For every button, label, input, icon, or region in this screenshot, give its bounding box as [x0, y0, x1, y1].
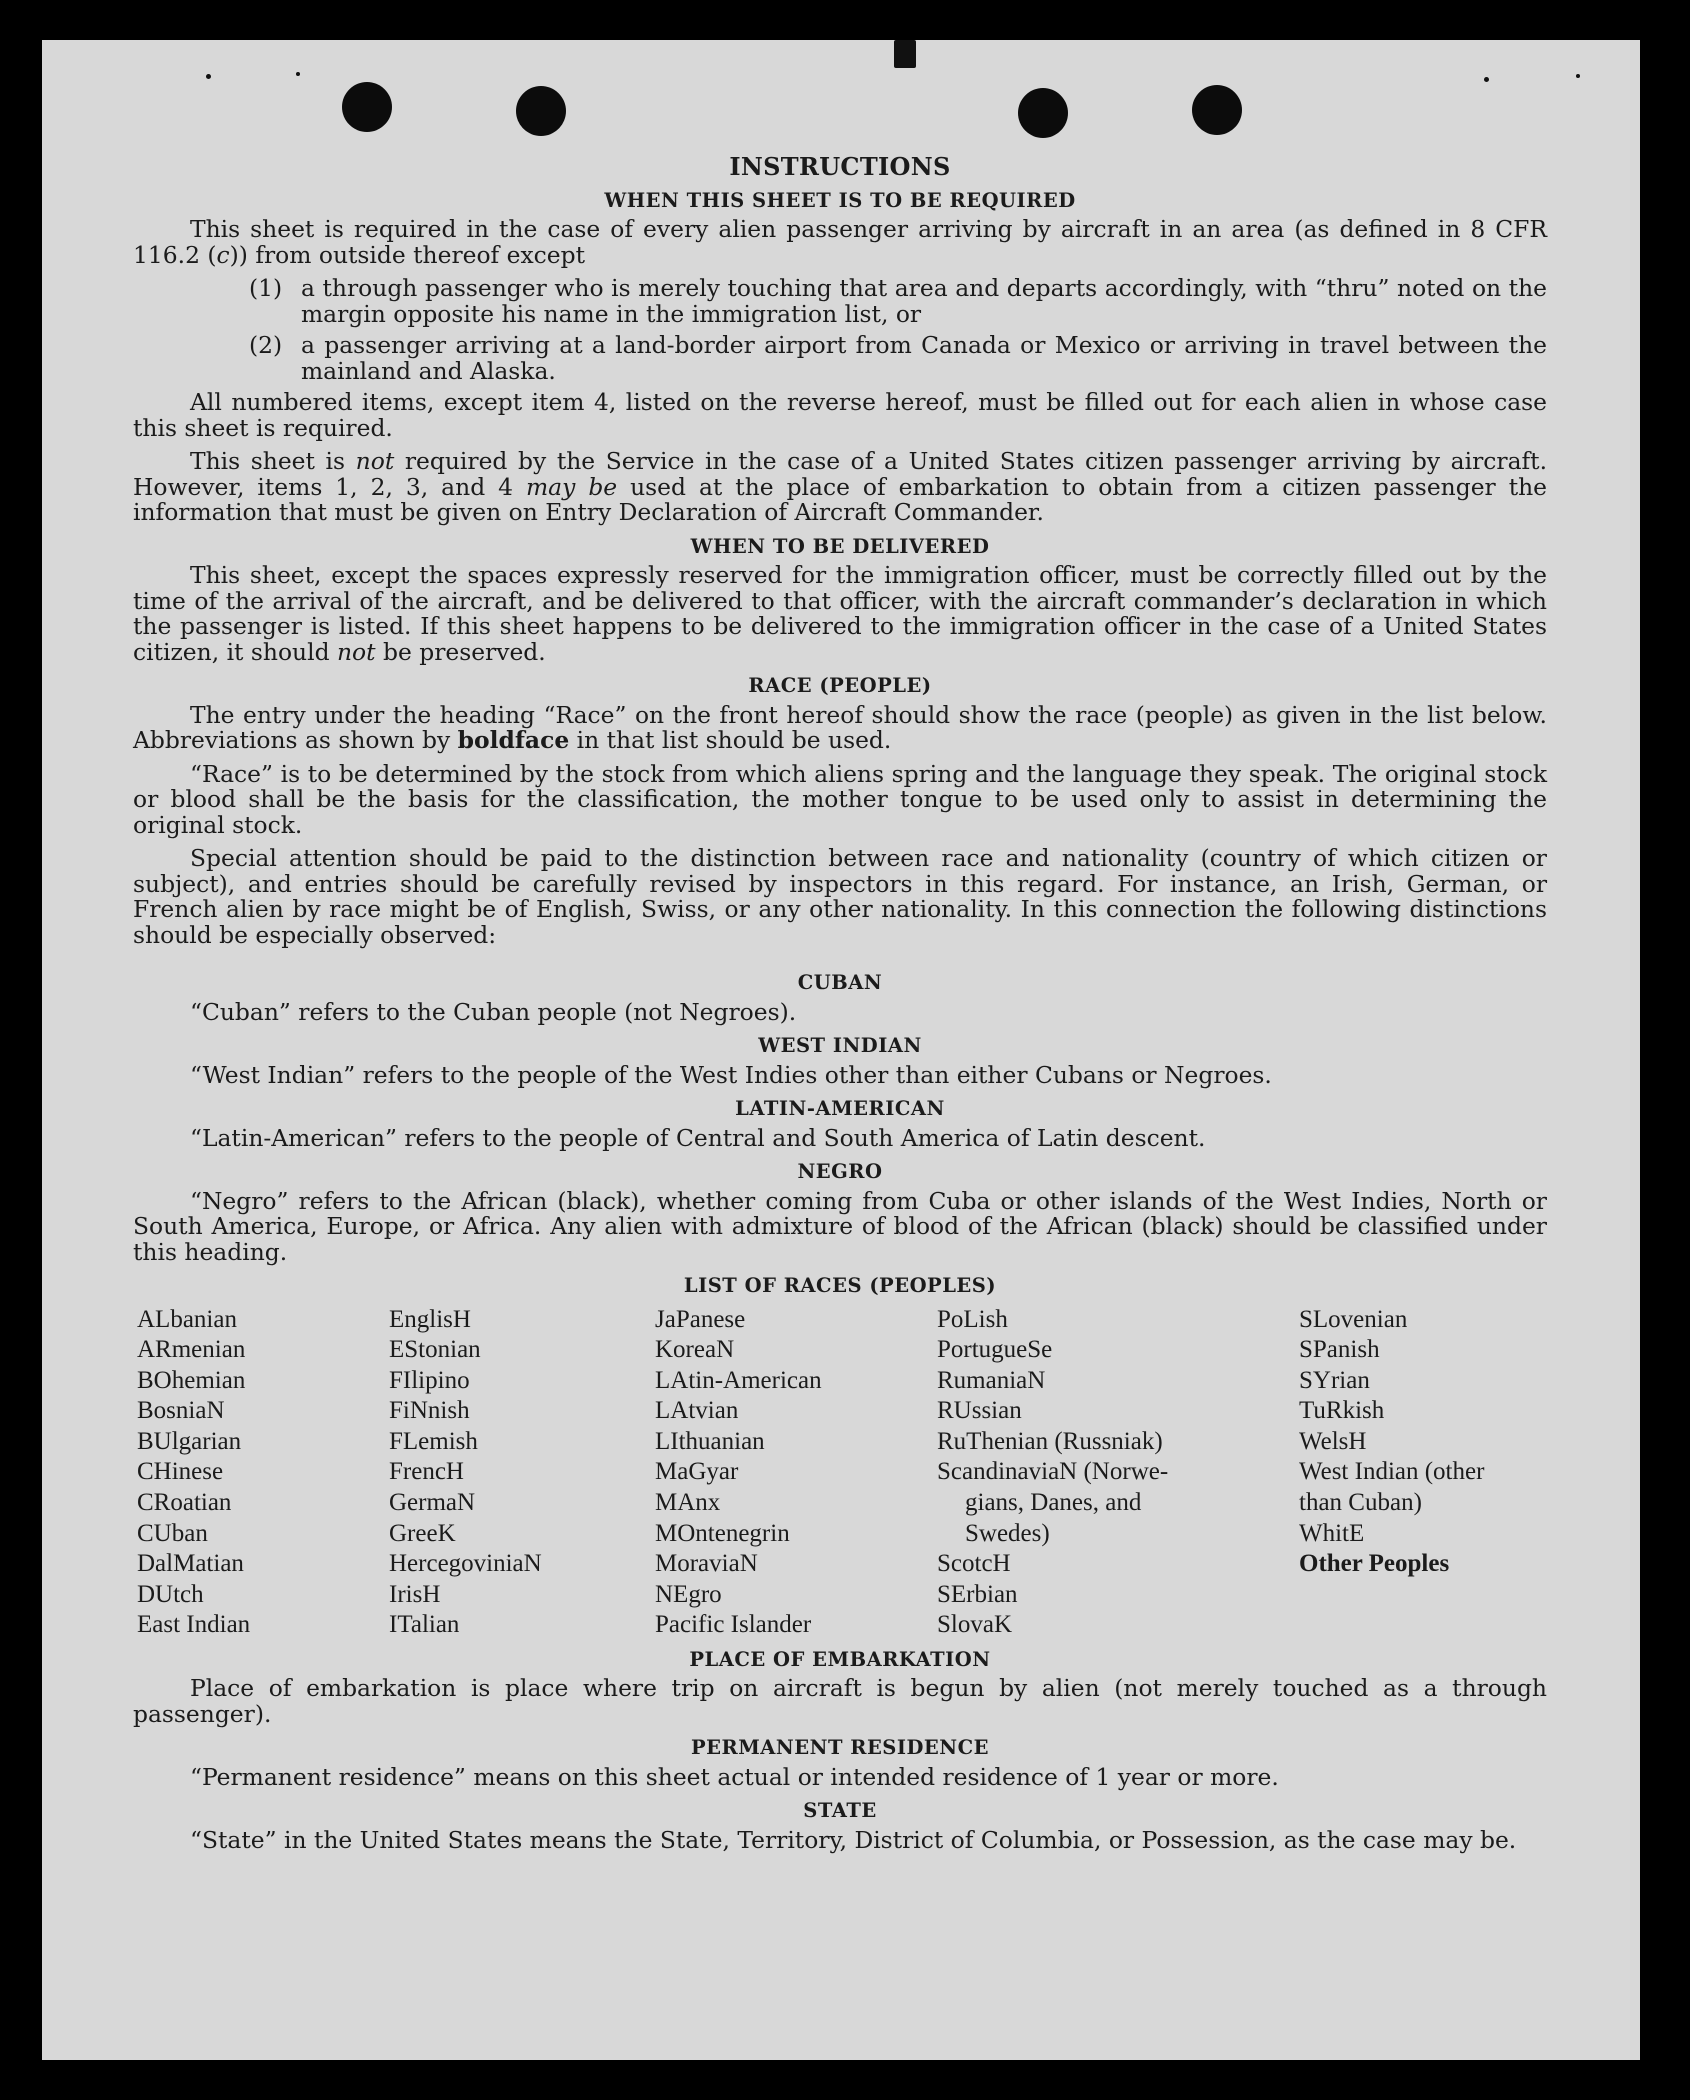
- paragraph-race-stock: “Race” is to be determined by the stock from which aliens spring and the language they speak. The original stock or blood shall be the basis for the classification, the mother tongue to be used only to assist in determining the original stock.: [133, 759, 1547, 839]
- list-item: (2) a passenger arriving at a land-border airport from Canada or Mexico or arriving in travel between the mainland and Alaska.: [249, 331, 1547, 385]
- race-item: Other Peoples: [1299, 1550, 1450, 1578]
- heading-permanent-residence: PERMANENT RESIDENCE: [690, 1736, 989, 1759]
- race-item: Pacific Islander: [655, 1611, 812, 1639]
- heading-list-of-races: LIST OF RACES (PEOPLES): [683, 1274, 997, 1297]
- race-item: than Cuban): [1299, 1489, 1422, 1517]
- race-item: ARmenian: [137, 1336, 246, 1364]
- race-item: FLemish: [389, 1427, 478, 1455]
- race-item: GermaN: [389, 1489, 476, 1517]
- race-item: KoreaN: [655, 1336, 735, 1364]
- page-title: INSTRUCTIONS: [729, 152, 951, 181]
- race-item: ALbanian: [137, 1305, 237, 1333]
- race-item: JaPanese: [655, 1305, 746, 1333]
- speck: [1576, 74, 1580, 78]
- race-column-5: [1299, 1305, 1484, 1580]
- heading-race: RACE (PEOPLE): [748, 674, 932, 697]
- race-item: DUtch: [137, 1580, 204, 1608]
- race-item: LAtin-American: [655, 1366, 822, 1394]
- heading-west-indian: WEST INDIAN: [758, 1034, 922, 1057]
- paragraph-embarkation: Place of embarkation is place where trip on aircraft is begun by alien (not merely touched as a through passenger).: [133, 1674, 1547, 1728]
- race-item: ITalian: [389, 1611, 460, 1639]
- document-content: [133, 116, 1547, 1861]
- race-item: GreeK: [389, 1519, 456, 1547]
- race-item: PortugueSe: [937, 1336, 1053, 1364]
- race-item: SPanish: [1299, 1336, 1380, 1364]
- race-item: BosniaN: [137, 1397, 225, 1425]
- race-item: RuThenian (Russniak): [937, 1427, 1163, 1455]
- race-item: West Indian (other: [1299, 1458, 1485, 1486]
- race-item: NEgro: [655, 1580, 722, 1608]
- heading-latin-american: LATIN-AMERICAN: [735, 1097, 945, 1120]
- race-item: RumaniaN: [937, 1366, 1046, 1394]
- race-item: WhitE: [1299, 1519, 1365, 1547]
- race-column-3: [655, 1305, 822, 1642]
- race-item: SErbian: [937, 1580, 1018, 1608]
- list-item: (1) a through passenger who is merely touching that area and departs accordingly, with “thru” noted on the margin opposite his name in the immigration list, or: [249, 274, 1547, 328]
- race-item: ScandinaviaN (Norwe-: [937, 1458, 1169, 1486]
- race-item: SlovaK: [937, 1611, 1012, 1639]
- race-item: LIthuanian: [655, 1427, 765, 1455]
- speck: [296, 72, 300, 76]
- paragraph-citizen: This sheet is not required by the Service in the case of a United States citizen passenger arriving by aircraft. However, items 1, 2, 3, and 4 may be used at the place of embarkation to obtain from a citizen passenger the information that must be given on Entry Declaration of Aircraft Commander.: [133, 447, 1548, 526]
- speck: [206, 74, 211, 79]
- race-item: CRoatian: [137, 1489, 232, 1517]
- race-item: FiNnish: [389, 1397, 470, 1425]
- race-item: FIlipino: [389, 1366, 470, 1394]
- paragraph-requirement: This sheet is required in the case of every alien passenger arriving by aircraft in an area (as defined in 8 CFR 116.2 (c)) from outside thereof except: [133, 215, 1547, 269]
- race-column-2: [389, 1305, 542, 1642]
- race-item: HercegoviniaN: [389, 1550, 542, 1578]
- paragraph-state: “State” in the United States means the State, Territory, District of Columbia, or Possession, as the case may be.: [190, 1825, 1517, 1854]
- paragraph-cuban: “Cuban” refers to the Cuban people (not Negroes).: [190, 997, 797, 1026]
- race-item: WelsH: [1299, 1427, 1367, 1455]
- paper-tear: [894, 40, 916, 68]
- paragraph-race-entry: The entry under the heading “Race” on the front hereof should show the race (people) as given in the list below. Abbreviations as shown by boldface in that list should be used.: [133, 700, 1547, 754]
- paragraph-delivery: This sheet, except the spaces expressly reserved for the immigration officer, must be correctly filled out by the time of the arrival of the aircraft, and be delivered to that officer, with the aircraft commander’s declaration in which the passenger is listed. If this sheet happens to be delivered to the immigration officer in the case of a United States citizen, it should not be preserved.: [133, 561, 1547, 666]
- race-item: SYrian: [1299, 1366, 1370, 1394]
- race-item: TuRkish: [1299, 1397, 1385, 1425]
- race-item: PoLish: [937, 1305, 1008, 1333]
- paragraph-latin-american: “Latin-American” refers to the people of Central and South America of Latin descent.: [190, 1123, 1206, 1152]
- heading-state: STATE: [803, 1799, 877, 1822]
- paragraph-negro: “Negro” refers to the African (black), whether coming from Cuba or other islands of the West Indies, North or South America, Europe, or Africa. Any alien with admixture of blood of the African (black) should be classified under this heading.: [133, 1186, 1547, 1266]
- race-item: RUssian: [937, 1397, 1022, 1425]
- race-item: MaGyar: [655, 1458, 739, 1486]
- race-item: DalMatian: [137, 1550, 244, 1578]
- race-item: EStonian: [389, 1336, 481, 1364]
- race-item: LAtvian: [655, 1397, 739, 1425]
- race-list: [133, 1305, 1547, 1645]
- heading-when-delivered: WHEN TO BE DELIVERED: [690, 534, 990, 558]
- race-item: SLovenian: [1299, 1305, 1408, 1333]
- race-column-4: [937, 1305, 1168, 1642]
- paragraph-west-indian: “West Indian” refers to the people of the West Indies other than either Cubans or Negroes.: [190, 1060, 1272, 1089]
- race-item: gians, Danes, and: [965, 1489, 1142, 1517]
- heading-cuban: CUBAN: [797, 971, 883, 994]
- race-item: FrencH: [389, 1458, 464, 1486]
- heading-when-required: WHEN THIS SHEET IS TO BE REQUIRED: [604, 188, 1076, 212]
- paragraph-permanent-residence: “Permanent residence” means on this sheet actual or intended residence of 1 year or more.: [190, 1762, 1279, 1791]
- race-item: MAnx: [655, 1489, 721, 1517]
- race-item: BOhemian: [137, 1366, 246, 1394]
- document-sheet: [42, 40, 1640, 2060]
- race-item: IrisH: [389, 1580, 441, 1608]
- race-item: Swedes): [965, 1519, 1050, 1547]
- race-item: EnglisH: [389, 1305, 471, 1333]
- race-column-1: [137, 1305, 250, 1642]
- paragraph-race-nationality: Special attention should be paid to the distinction between race and nationality (country of which citizen or subject), and entries should be carefully revised by inspectors in this regard. For instance, an Irish, German, or French alien by race might be of English, Swiss, or any other nationality. In this connection the following distinctions should be especially observed:: [133, 844, 1547, 949]
- speck: [1484, 77, 1489, 82]
- race-item: East Indian: [137, 1611, 251, 1639]
- race-item: MOntenegrin: [655, 1519, 790, 1547]
- race-item: BUlgarian: [137, 1427, 242, 1455]
- paragraph-numbered-items: All numbered items, except item 4, listed on the reverse hereof, must be filled out for each alien in whose case this sheet is required.: [133, 388, 1547, 442]
- heading-negro: NEGRO: [797, 1160, 883, 1183]
- heading-embarkation: PLACE OF EMBARKATION: [689, 1647, 991, 1671]
- race-item: CUban: [137, 1519, 208, 1547]
- race-item: ScotcH: [937, 1550, 1011, 1578]
- race-item: MoraviaN: [655, 1550, 758, 1578]
- race-item: CHinese: [137, 1458, 224, 1486]
